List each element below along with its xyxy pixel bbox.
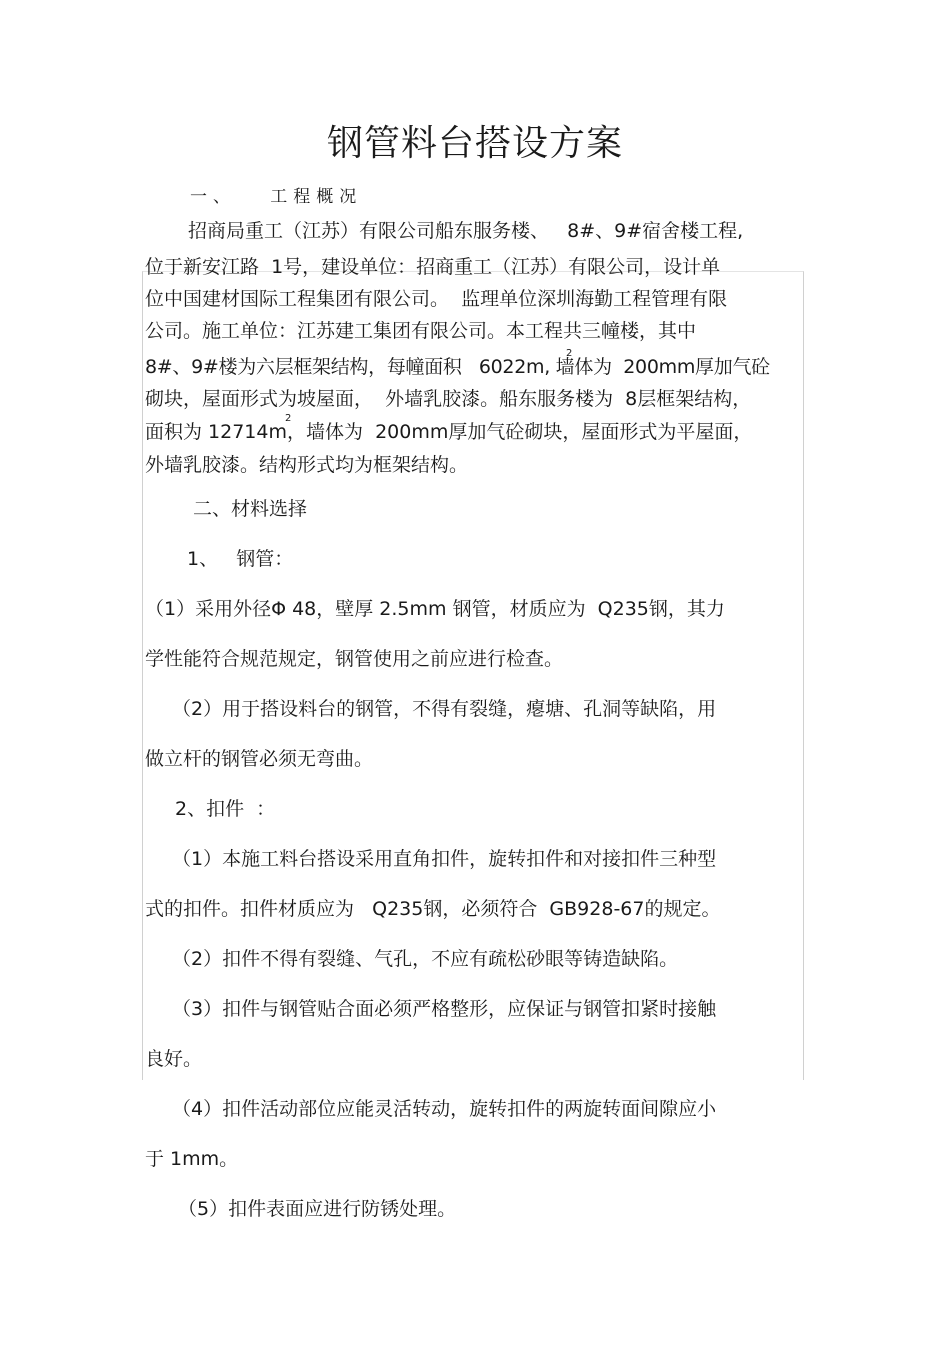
list-item: （2）扣件不得有裂缝、气孔，不应有疏松砂眼等铸造缺陷。 [172,948,679,970]
subheading-fasteners: 2、扣件 ： [175,798,276,820]
list-item: 做立杆的钢管必须无弯曲。 [145,748,374,770]
section-heading-overview: 一、 工程概况 [190,187,363,207]
document-title: 钢管料台搭设方案 [326,123,623,164]
paragraph-line: 位中国建材国际工程集团有限公司。 监理单位深圳海勤工程管理有限 [145,288,728,310]
list-item: 良好。 [145,1048,203,1070]
paragraph-line: 外墙乳胶漆。结构形式均为框架结构。 [145,454,469,476]
list-item: 式的扣件。扣件材质应为 Q235钢，必须符合 GB928-67的规定。 [145,898,721,920]
section-heading-materials: 二、材料选择 [193,498,308,520]
list-item: 学性能符合规范规定，钢管使用之前应进行检查。 [145,648,564,670]
list-item: 于 1mm。 [145,1148,239,1170]
list-item: （5）扣件表面应进行防锈处理。 [178,1198,457,1220]
paragraph-line: 公司。施工单位：江苏建工集团有限公司。本工程共三幢楼，其中 [145,320,697,342]
list-item: （4）扣件活动部位应能灵活转动，旋转扣件的两旋转面间隙应小 [172,1098,717,1120]
list-item: （3）扣件与钢管贴合面必须严格整形，应保证与钢管扣紧时接触 [172,998,717,1020]
superscript-area-unit: 2 [566,348,573,359]
subheading-steel-pipe: 1、 钢管： [187,548,294,570]
paragraph-line: 位于新安江路 1号，建设单位：招商重工（江苏）有限公司，设计单 [145,256,721,278]
paragraph-line: 面积为 12714m，墙体为 200mm厚加气砼砌块，屋面形式为平屋面， [145,421,753,443]
paragraph-line: 招商局重工（江苏）有限公司船东服务楼、 8#、9#宿舍楼工程, [188,220,744,242]
paragraph-line: 8#、9#楼为六层框架结构，每幢面积 6022m, 墙体为 200mm厚加气砼 [145,356,770,378]
list-item: （2）用于搭设料台的钢管，不得有裂缝，瘪塘、孔洞等缺陷，用 [172,698,717,720]
list-item: （1）采用外径Φ 48，壁厚 2.5mm 钢管，材质应为 Q235钢，其力 [145,598,725,620]
superscript-area-unit: 2 [285,413,292,424]
paragraph-line: 砌块，屋面形式为坡屋面， 外墙乳胶漆。船东服务楼为 8层框架结构， [145,388,752,410]
list-item: （1）本施工料台搭设采用直角扣件，旋转扣件和对接扣件三种型 [172,848,717,870]
